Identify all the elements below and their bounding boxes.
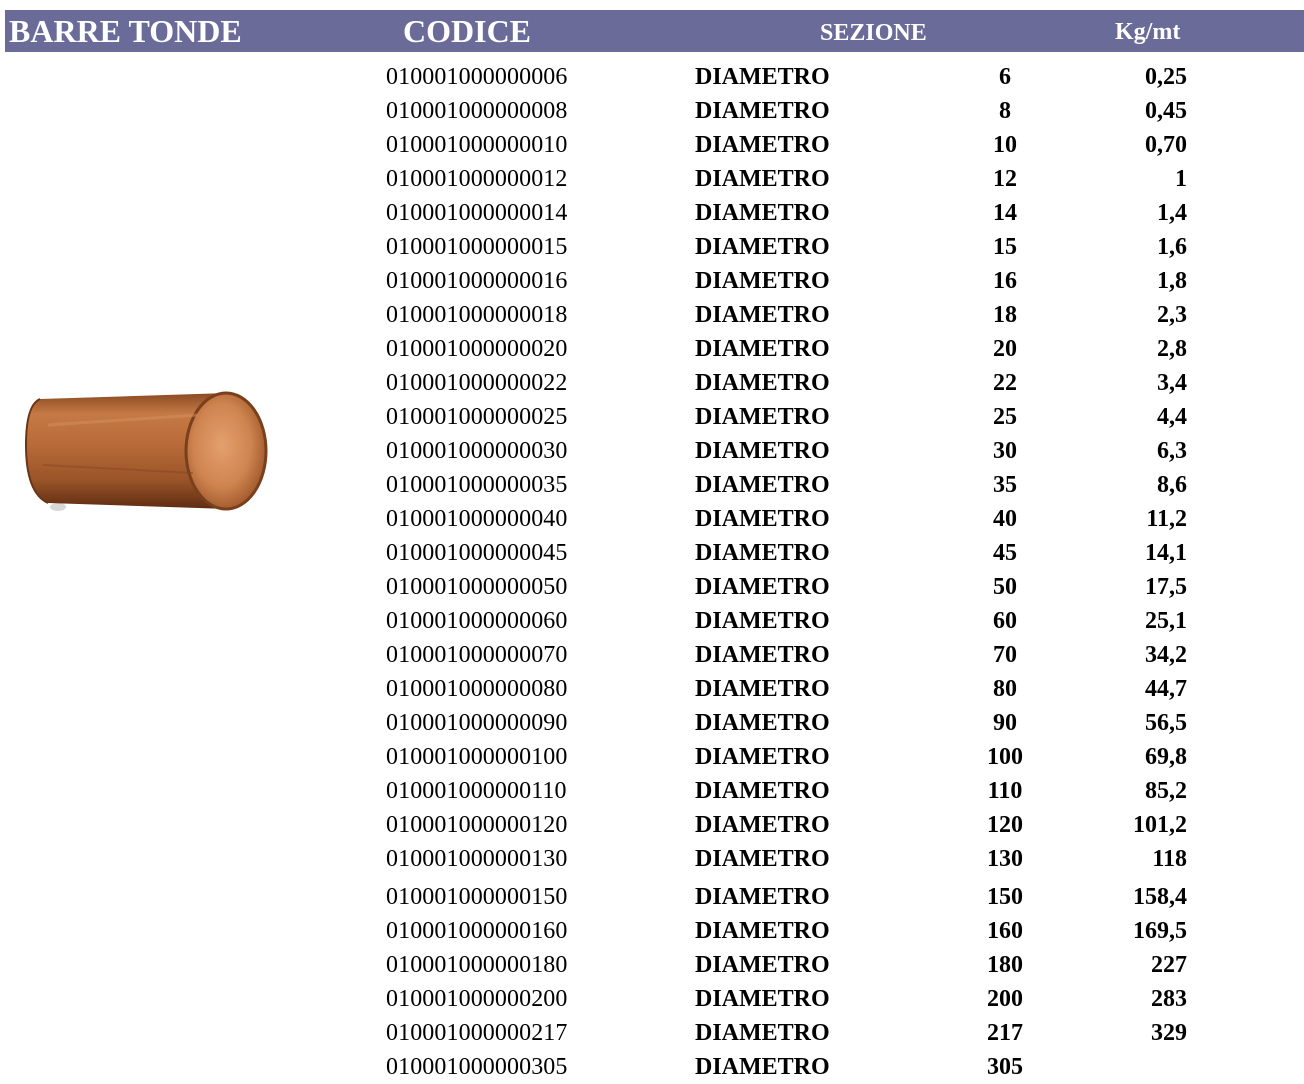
code-cell: 010001000000006 <box>386 64 568 90</box>
table-row <box>0 948 1304 982</box>
size-cell: 20 <box>993 336 1017 362</box>
shape-cell: DIAMETRO <box>695 676 830 702</box>
weight-cell: 1 <box>1175 166 1187 192</box>
size-cell: 100 <box>987 744 1023 770</box>
code-cell: 010001000000217 <box>386 1020 568 1046</box>
shape-cell: DIAMETRO <box>695 64 830 90</box>
table-row <box>0 434 1304 468</box>
code-cell: 010001000000180 <box>386 952 568 978</box>
code-cell: 010001000000045 <box>386 540 568 566</box>
table-row <box>0 774 1304 808</box>
weight-cell: 1,4 <box>1157 200 1187 226</box>
code-cell: 010001000000010 <box>386 132 568 158</box>
table-row <box>0 264 1304 298</box>
table-row <box>0 230 1304 264</box>
weight-cell: 0,25 <box>1145 64 1187 90</box>
table-row <box>0 196 1304 230</box>
weight-cell: 44,7 <box>1145 676 1187 702</box>
shape-cell: DIAMETRO <box>695 574 830 600</box>
weight-cell: 14,1 <box>1145 540 1187 566</box>
weight-cell: 101,2 <box>1133 812 1187 838</box>
code-cell: 010001000000305 <box>386 1054 568 1080</box>
shape-cell: DIAMETRO <box>695 506 830 532</box>
table-row <box>0 298 1304 332</box>
weight-cell: 0,45 <box>1145 98 1187 124</box>
size-cell: 10 <box>993 132 1017 158</box>
weight-cell: 118 <box>1152 846 1187 872</box>
weight-cell: 85,2 <box>1145 778 1187 804</box>
weight-cell: 3,4 <box>1157 370 1187 396</box>
weight-cell: 4,4 <box>1157 404 1187 430</box>
shape-cell: DIAMETRO <box>695 166 830 192</box>
weight-cell: 56,5 <box>1145 710 1187 736</box>
code-cell: 010001000000200 <box>386 986 568 1012</box>
weight-cell: 25,1 <box>1145 608 1187 634</box>
shape-cell: DIAMETRO <box>695 268 830 294</box>
table-row <box>0 366 1304 400</box>
size-cell: 90 <box>993 710 1017 736</box>
code-cell: 010001000000100 <box>386 744 568 770</box>
table-row <box>0 842 1304 876</box>
code-cell: 010001000000008 <box>386 98 568 124</box>
size-cell: 14 <box>993 200 1017 226</box>
table-row <box>0 672 1304 706</box>
size-cell: 120 <box>987 812 1023 838</box>
shape-cell: DIAMETRO <box>695 472 830 498</box>
table-row <box>0 914 1304 948</box>
table-row <box>0 1016 1304 1050</box>
weight-cell: 0,70 <box>1145 132 1187 158</box>
table-row <box>0 502 1304 536</box>
code-cell: 010001000000160 <box>386 918 568 944</box>
size-cell: 200 <box>987 986 1023 1012</box>
size-cell: 217 <box>987 1020 1023 1046</box>
shape-cell: DIAMETRO <box>695 370 830 396</box>
weight-cell: 17,5 <box>1145 574 1187 600</box>
shape-cell: DIAMETRO <box>695 302 830 328</box>
shape-cell: DIAMETRO <box>695 1020 830 1046</box>
weight-cell: 1,8 <box>1157 268 1187 294</box>
weight-cell: 11,2 <box>1146 506 1187 532</box>
table-row <box>0 638 1304 672</box>
shape-cell: DIAMETRO <box>695 952 830 978</box>
weight-cell: 158,4 <box>1133 884 1187 910</box>
code-cell: 010001000000012 <box>386 166 568 192</box>
code-cell: 010001000000022 <box>386 370 568 396</box>
size-cell: 130 <box>987 846 1023 872</box>
weight-cell: 1,6 <box>1157 234 1187 260</box>
code-cell: 010001000000090 <box>386 710 568 736</box>
weight-cell: 227 <box>1151 952 1187 978</box>
size-cell: 15 <box>993 234 1017 260</box>
shape-cell: DIAMETRO <box>695 336 830 362</box>
weight-cell: 169,5 <box>1133 918 1187 944</box>
code-cell: 010001000000050 <box>386 574 568 600</box>
size-cell: 6 <box>999 64 1011 90</box>
code-cell: 010001000000120 <box>386 812 568 838</box>
shape-cell: DIAMETRO <box>695 884 830 910</box>
shape-cell: DIAMETRO <box>695 710 830 736</box>
table-row <box>0 400 1304 434</box>
weight-cell: 8,6 <box>1157 472 1187 498</box>
table-row <box>0 982 1304 1016</box>
table-row <box>0 880 1304 914</box>
table-row <box>0 570 1304 604</box>
shape-cell: DIAMETRO <box>695 642 830 668</box>
code-cell: 010001000000060 <box>386 608 568 634</box>
code-cell: 010001000000035 <box>386 472 568 498</box>
shape-cell: DIAMETRO <box>695 132 830 158</box>
code-cell: 010001000000014 <box>386 200 568 226</box>
code-cell: 010001000000150 <box>386 884 568 910</box>
code-cell: 010001000000020 <box>386 336 568 362</box>
table-row <box>0 740 1304 774</box>
shape-cell: DIAMETRO <box>695 200 830 226</box>
code-cell: 010001000000040 <box>386 506 568 532</box>
shape-cell: DIAMETRO <box>695 608 830 634</box>
shape-cell: DIAMETRO <box>695 986 830 1012</box>
code-cell: 010001000000015 <box>386 234 568 260</box>
size-cell: 60 <box>993 608 1017 634</box>
code-cell: 010001000000025 <box>386 404 568 430</box>
size-cell: 70 <box>993 642 1017 668</box>
size-cell: 45 <box>993 540 1017 566</box>
code-cell: 010001000000110 <box>386 778 567 804</box>
shape-cell: DIAMETRO <box>695 98 830 124</box>
code-cell: 010001000000080 <box>386 676 568 702</box>
table-row <box>0 604 1304 638</box>
shape-cell: DIAMETRO <box>695 438 830 464</box>
table-row <box>0 332 1304 366</box>
table-row <box>0 60 1304 94</box>
shape-cell: DIAMETRO <box>695 812 830 838</box>
size-cell: 305 <box>987 1054 1023 1080</box>
weight-cell: 69,8 <box>1145 744 1187 770</box>
table-row <box>0 94 1304 128</box>
size-cell: 50 <box>993 574 1017 600</box>
size-cell: 180 <box>987 952 1023 978</box>
weight-cell: 6,3 <box>1157 438 1187 464</box>
shape-cell: DIAMETRO <box>695 846 830 872</box>
code-cell: 010001000000016 <box>386 268 568 294</box>
size-cell: 25 <box>993 404 1017 430</box>
code-cell: 010001000000018 <box>386 302 568 328</box>
table-row <box>0 536 1304 570</box>
size-cell: 30 <box>993 438 1017 464</box>
size-cell: 12 <box>993 166 1017 192</box>
shape-cell: DIAMETRO <box>695 404 830 430</box>
table-row <box>0 808 1304 842</box>
table-row <box>0 706 1304 740</box>
column-header-kg: Kg/mt <box>1115 19 1181 45</box>
shape-cell: DIAMETRO <box>695 1054 830 1080</box>
size-cell: 22 <box>993 370 1017 396</box>
size-cell: 110 <box>987 778 1023 804</box>
shape-cell: DIAMETRO <box>695 744 830 770</box>
table-row <box>0 1050 1304 1084</box>
weight-cell: 2,3 <box>1157 302 1187 328</box>
size-cell: 16 <box>993 268 1017 294</box>
shape-cell: DIAMETRO <box>695 778 830 804</box>
table-row <box>0 468 1304 502</box>
weight-cell: 2,8 <box>1157 336 1187 362</box>
size-cell: 18 <box>993 302 1017 328</box>
column-header-sezione: SEZIONE <box>820 20 927 46</box>
table-row <box>0 128 1304 162</box>
size-cell: 80 <box>993 676 1017 702</box>
table-row <box>0 162 1304 196</box>
size-cell: 160 <box>987 918 1023 944</box>
size-cell: 40 <box>993 506 1017 532</box>
weight-cell: 283 <box>1151 986 1187 1012</box>
size-cell: 150 <box>987 884 1023 910</box>
shape-cell: DIAMETRO <box>695 540 830 566</box>
shape-cell: DIAMETRO <box>695 918 830 944</box>
page-title: BARRE TONDE <box>9 13 242 49</box>
size-cell: 35 <box>993 472 1017 498</box>
code-cell: 010001000000030 <box>386 438 568 464</box>
shape-cell: DIAMETRO <box>695 234 830 260</box>
code-cell: 010001000000130 <box>386 846 568 872</box>
column-header-codice: CODICE <box>403 13 532 49</box>
weight-cell: 329 <box>1151 1020 1187 1046</box>
weight-cell: 34,2 <box>1145 642 1187 668</box>
size-cell: 8 <box>999 98 1011 124</box>
code-cell: 010001000000070 <box>386 642 568 668</box>
